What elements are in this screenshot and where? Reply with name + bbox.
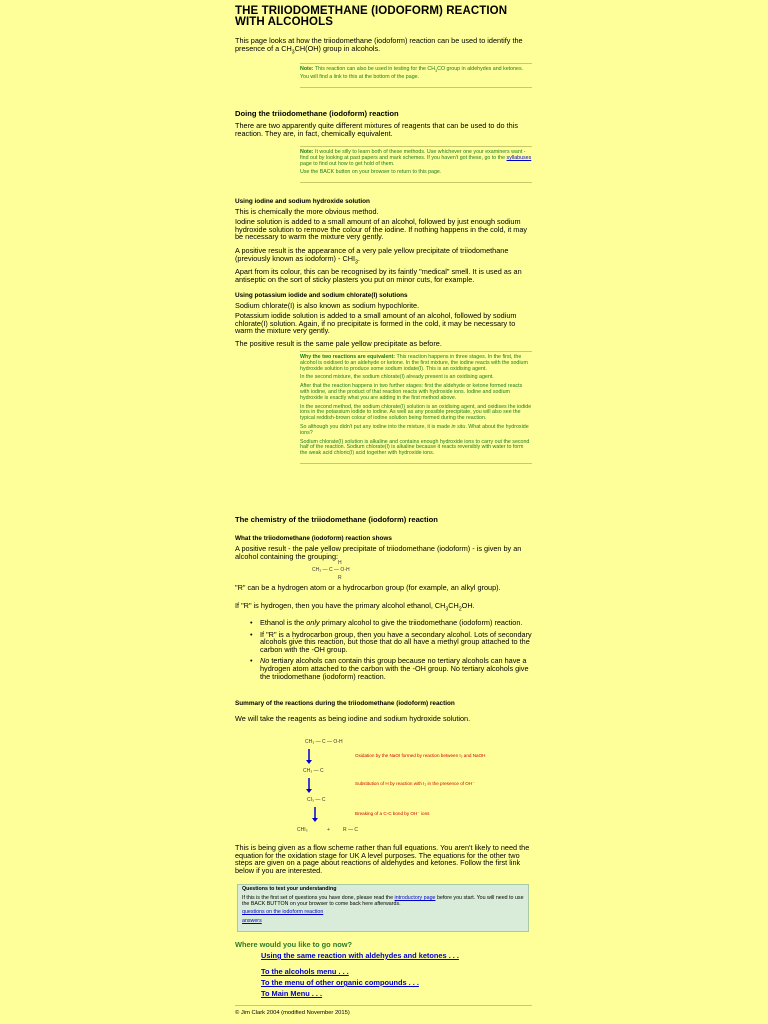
questions-heading: Questions to test your understanding (242, 886, 337, 892)
structure-h: H (338, 560, 342, 566)
introductory-page-link[interactable]: introductory page (394, 894, 436, 901)
questions-box: Questions to test your understanding If this is the first set of questions you have done, please read the introductory page before you start. You will need to use the BACK BUTTON on your browser to come back here afterwards. questions on the iodoform reaction answers (237, 884, 529, 932)
list-item: • No tertiary alcohols can contain this group because no tertiary alcohols can have a hydrogen atom attached to the carbon with the -OH group. No tertiary alcohols give the triiodomethane (iodoform) reaction. (250, 657, 532, 680)
iodine-p4: Apart from its colour, this can be recognised by its faintly "medical" smell. It is used as an antiseptic on the sort of sticky plasters you put on minor cuts, for example. (235, 267, 522, 284)
flow-plus: + (327, 827, 330, 833)
note-equivalence: Why the two reactions are equivalent: This reaction happens in three stages. In the first, the alcohol is oxidised to an aldehyde or ketone. In the first mixture, the iodine reacts with the sodium hydroxide solution to produce some sodium iodate(I). This is an oxidising agent. In the second mixture, the sodium chlorate(I) already present is an oxidising agent. After that the reaction happens in two further stages: first the aldehyde or ketone formed reacts with iodine, and the product of that reaction reacts with hydroxide ions. Iodine and sodium hydroxide is exactly what you are adding in the first method above. In the second method, the sodium chlorate(I) solution is an oxidising agent, and oxidises the iodide ions in the potassium iodide to iodine. As well as any possible precipitate, you will also see the typical reddish-brown colour of iodine solution being formed during the reaction. So although you didn't put any iodine into the mixture, it is made in situ. What about the hydroxide ions? Sodium chlorate(I) solution is alkaline and contains enough hydroxide ions to carry out the second half of the reaction. Sodium chlorate(I) is alkaline because it reacts reversibly with water to form the weak acid chloric(I) acid together with hydroxide ions. (300, 351, 532, 464)
section-heading-doing: Doing the triiodomethane (iodoform) reaction (235, 109, 399, 118)
questions-link[interactable]: questions on the iodoform reaction (242, 909, 324, 916)
sub-heading-shows: What the triiodomethane (iodoform) reaction shows (235, 535, 392, 542)
flow-step-2: CH₃ — C (303, 768, 324, 774)
nav-heading: Where would you like to go now? (235, 940, 353, 949)
flow-scheme (295, 733, 535, 843)
flow-step-3: CI₃ — C (307, 797, 326, 803)
nav-link-alcohols-menu[interactable]: To the alcohols menu . . . (261, 967, 349, 976)
back-note: Use the BACK button on your browser to return to this page. (300, 169, 442, 176)
flow-product-chi3: CHI₃ (297, 827, 308, 833)
footer-copyright: © Jim Clark 2004 (modified November 2015) (235, 1010, 350, 1016)
structure-r: R (338, 575, 342, 581)
nav-link-main-menu[interactable]: To Main Menu . . . (261, 989, 323, 998)
note-label: Note: (300, 66, 314, 72)
list-item: • If "R" is a hydrocarbon group, then you have a secondary alcohol. Lots of secondary alcohols give this reaction, but those that do all have a methyl group attached to the carbon with the -OH group. (250, 631, 532, 654)
potassium-p3: The positive result is the same pale yellow precipitate as before. (235, 339, 442, 348)
section-heading-summary: Summary of the reactions during the triiodomethane (iodoform) reaction (235, 700, 455, 707)
summary-p1: We will take the reagents as being iodine and sodium hydroxide solution. (235, 714, 471, 723)
note-aldehydes: Note: This reaction can also be used in testing for the $CH_3CO$ group in aldehydes and ketones. You will find a link to this at the bottom of the page. (300, 63, 532, 88)
flow-note-2: Substitution of H by reaction with I₂ in the presence of OH⁻ (355, 781, 475, 786)
flow-note-3: Breaking of a C-C bond by OH⁻ ions (355, 811, 430, 816)
section-heading-potassium: Using potassium iodide and sodium chlorate(I) solutions (235, 292, 408, 299)
flow-product-acid: R — C (343, 827, 358, 833)
chemistry-p1: A positive result - the pale yellow precipitate of triiodomethane (iodoform) - is given by an alcohol containing the grouping: (235, 544, 522, 561)
page-title: THE TRIIODOMETHANE (IODOFORM) REACTION WITH ALCOHOLS (235, 5, 508, 28)
iodine-p3: A positive result is the appearance of a very pale yellow precipitate of triiodomethane (previously known as iodoform) - $CHI_3$. (235, 246, 509, 266)
list-item: • Ethanol is the only primary alcohol to give the triiodomethane (iodoform) reaction. (250, 619, 532, 627)
syllabuses-link[interactable]: syllabuses (506, 154, 532, 161)
flow-arrowhead-3 (312, 818, 318, 822)
structure-main: CH₃ — C — O-H (312, 567, 350, 573)
flow-step-1: CH₃ — C — O-H (305, 739, 343, 745)
nav-link-organic-menu[interactable]: To the menu of other organic compounds . . . (261, 978, 419, 987)
section-heading-chemistry: The chemistry of the triiodomethane (iodoform) reaction (235, 515, 438, 524)
note-syllabus: Note: It would be silly to learn both of these methods. Use whichever one your examiners want - find out by looking at past papers and mark schemes. If you haven't got these, go to the syllabuses page to find out how to get hold of them. Use the BACK button on your browser to return to this page. (300, 146, 532, 183)
intro-paragraph: This page looks at how the triiodomethane (iodoform) reaction can be used to identify the presence of a $CH_3CH(OH)$ group in alcohols. (235, 36, 523, 56)
section-heading-iodine: Using iodine and sodium hydroxide solution (235, 198, 370, 205)
potassium-p2: Potassium iodide solution is added to a small amount of an alcohol, followed by sodium chlorate(I) solution. Again, if no precipitate is formed in the cold, it may be necessary to warm the mixture very gently. (235, 311, 517, 336)
alcohol-bullets (250, 619, 532, 684)
flow-arrowhead-1 (306, 760, 312, 764)
doing-paragraph: There are two apparently quite different mixtures of reagents that can be used to do this reaction. They are, in fact, chemically equivalent. (235, 121, 518, 138)
iodine-p2: Iodine solution is added to a small amount of an alcohol, followed by just enough sodium hydroxide solution to remove the colour of the iodine. If nothing happens in the cold, it may be necessary to warm the mixture very gently. (235, 217, 528, 242)
potassium-p1: Sodium chlorate(I) is also known as sodium hypochlorite. (235, 301, 420, 310)
chemistry-p2: "R" can be a hydrogen atom or a hydrocarbon group (for example, an alkyl group). (235, 583, 501, 592)
flow-arrowhead-2 (306, 789, 312, 793)
flow-note-1: Oxidation by the NaOI formed by reaction between I₂ and NaOH (355, 753, 486, 758)
footer-divider (235, 1005, 532, 1006)
chemistry-p3: If "R" is hydrogen, then you have the primary alcohol ethanol, $CH_3CH_2OH$. (235, 601, 475, 613)
summary-p2: This is being given as a flow scheme rather than full equations. You aren't likely to need the equation for the oxidation stage for UK A level purposes. The equations for the other two steps are given on a page about reactions of aldehydes and ketones. Follow the first link below if you are interested. (235, 843, 530, 875)
iodine-p1: This is chemically the more obvious method. (235, 207, 379, 216)
nav-link-aldehydes[interactable]: Using the same reaction with aldehydes and ketones . . . (261, 951, 459, 960)
answers-link[interactable]: answers (242, 918, 262, 925)
